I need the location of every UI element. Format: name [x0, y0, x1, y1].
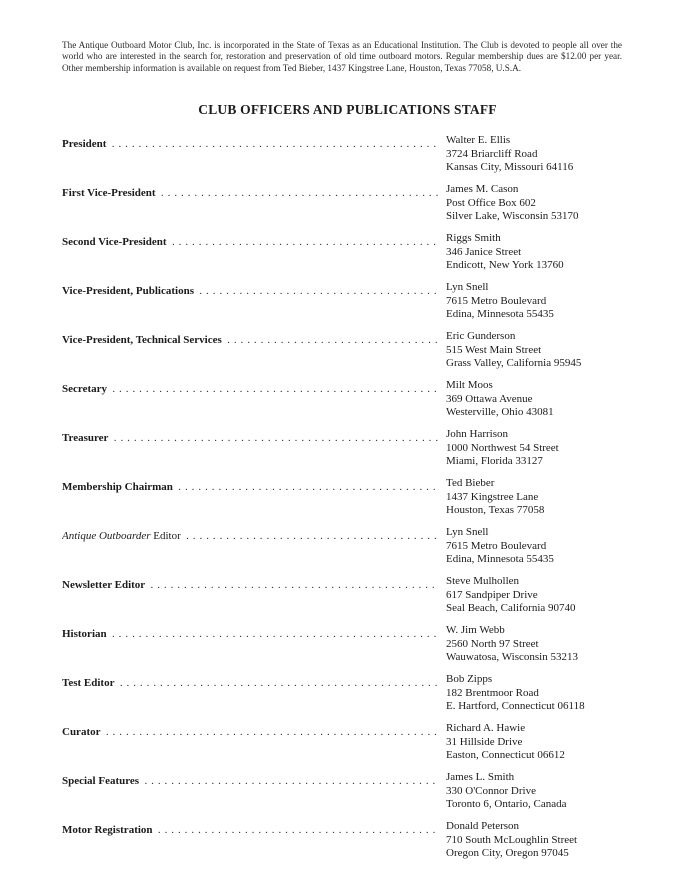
address-line: 31 Hillside Drive — [446, 735, 523, 748]
officer-name: Ted Bieber — [446, 477, 495, 489]
officer-row-president — [0, 134, 695, 183]
address-city: Toronto 6, Ontario, Canada — [446, 798, 567, 811]
role-label: Secretary . . . — [62, 383, 438, 395]
address-city: Westerville, Ohio 43081 — [446, 406, 554, 419]
officer-name: Eric Gunderson — [446, 330, 516, 342]
address-line: Post Office Box 602 — [446, 196, 536, 209]
address-city: Easton, Connecticut 06612 — [446, 749, 565, 762]
role-label: Vice-President, Publications . . . — [62, 285, 438, 297]
address-city: Kansas City, Missouri 64116 — [446, 161, 574, 174]
address-city: Edina, Minnesota 55435 — [446, 308, 554, 321]
officer-address — [446, 575, 686, 616]
address-city: Seal Beach, California 90740 — [446, 602, 576, 615]
officer-name: Milt Moos — [446, 379, 493, 391]
officer-name: Donald Peterson — [446, 820, 520, 832]
officer-row-second-vice-president — [0, 232, 695, 281]
officer-row-membership-chairman — [0, 477, 695, 526]
address-line: 617 Sandpiper Drive — [446, 588, 538, 601]
officer-address — [446, 722, 686, 763]
address-line: 1437 Kingstree Lane — [446, 490, 539, 503]
intro-paragraph: The Antique Outboard Motor Club, Inc. is incorporated in the State of Texas as an Educational Institution. The Club is devoted to people all over the world who are interested in the search for, restoration and preservation of old time outboard motors. Regular membership dues are $12.00 per year. Other membership information is available on request from Ted Bieber, 1437 Kingstree Lane, Houston, Texas 77058, U.S.A. — [62, 40, 622, 73]
address-line: 1000 Northwest 54 Street — [446, 441, 559, 454]
officer-name: Steve Mulhollen — [446, 575, 520, 587]
officer-name: Walter E. Ellis — [446, 134, 511, 146]
address-line: 515 West Main Street — [446, 343, 542, 356]
address-city: Edina, Minnesota 55435 — [446, 553, 554, 566]
officer-row-curator — [0, 722, 695, 771]
officer-address — [446, 281, 686, 322]
role-label: Antique Outboarder Editor . . . — [62, 530, 438, 542]
role-label: Membership Chairman . . . — [62, 481, 438, 493]
officer-row-vp-publications — [0, 281, 695, 330]
address-city: Houston, Texas 77058 — [446, 504, 545, 517]
officer-name: John Harrison — [446, 428, 509, 440]
officer-row-test-editor — [0, 673, 695, 722]
officer-row-newsletter-editor — [0, 575, 695, 624]
address-line: 330 O'Connor Drive — [446, 784, 536, 797]
address-city: Endicott, New York 13760 — [446, 259, 564, 272]
address-city: E. Hartford, Connecticut 06118 — [446, 700, 585, 713]
address-city: Miami, Florida 33127 — [446, 455, 543, 468]
role-label: Vice-President, Technical Services . . . — [62, 334, 438, 346]
address-line: 7615 Metro Boulevard — [446, 539, 547, 552]
officer-name: Lyn Snell — [446, 526, 489, 538]
officer-address — [446, 183, 686, 224]
officer-name: Riggs Smith — [446, 232, 501, 244]
officer-row-vp-technical-services — [0, 330, 695, 379]
officer-address — [446, 232, 686, 273]
officer-name: James L. Smith — [446, 771, 515, 783]
role-label: Treasurer . . . — [62, 432, 438, 444]
officer-name: Lyn Snell — [446, 281, 489, 293]
address-line: 7615 Metro Boulevard — [446, 294, 547, 307]
address-line: 182 Brentmoor Road — [446, 686, 539, 699]
address-city: Silver Lake, Wisconsin 53170 — [446, 210, 579, 223]
publication-title: Antique Outboarder — [62, 530, 151, 542]
role-label: Newsletter Editor . . . — [62, 579, 438, 591]
officer-row-treasurer — [0, 428, 695, 477]
role-label: Motor Registration . . . — [62, 824, 438, 836]
role-label: Second Vice-President . . . — [62, 236, 438, 248]
role-label: Test Editor . . . — [62, 677, 438, 689]
officer-row-secretary — [0, 379, 695, 428]
address-city: Oregon City, Oregon 97045 — [446, 847, 569, 860]
address-line: 369 Ottawa Avenue — [446, 392, 533, 405]
officer-address — [446, 428, 686, 469]
officer-address — [446, 134, 686, 175]
address-line: 710 South McLoughlin Street — [446, 833, 578, 846]
officer-row-antique-outboarder-editor — [0, 526, 695, 575]
role-label: Special Features . . . — [62, 775, 438, 787]
role-label: Historian . . . — [62, 628, 438, 640]
officer-row-motor-registration — [0, 820, 695, 869]
officer-name: James M. Cason — [446, 183, 519, 195]
officer-row-first-vice-president — [0, 183, 695, 232]
role-label: First Vice-President . . . — [62, 187, 438, 199]
address-line: 3724 Briarcliff Road — [446, 147, 538, 160]
officer-name: W. Jim Webb — [446, 624, 505, 636]
address-line: 2560 North 97 Street — [446, 637, 539, 650]
address-city: Wauwatosa, Wisconsin 53213 — [446, 651, 578, 664]
officer-address — [446, 477, 686, 518]
address-city: Grass Valley, California 95945 — [446, 357, 582, 370]
officer-address — [446, 771, 686, 812]
officer-row-historian — [0, 624, 695, 673]
officer-name: Bob Zipps — [446, 673, 493, 685]
officer-address — [446, 526, 686, 567]
officer-row-special-features — [0, 771, 695, 820]
page-title: CLUB OFFICERS AND PUBLICATIONS STAFF — [198, 102, 497, 117]
officer-name: Richard A. Hawie — [446, 722, 526, 734]
officer-address — [446, 624, 686, 665]
officers-list — [0, 134, 695, 869]
role-label: President . . . — [62, 138, 438, 150]
officer-address — [446, 673, 686, 714]
officer-address — [446, 820, 686, 861]
officer-address — [446, 330, 686, 371]
address-line: 346 Janice Street — [446, 245, 522, 258]
role-label: Curator . . . — [62, 726, 438, 738]
officer-address — [446, 379, 686, 420]
